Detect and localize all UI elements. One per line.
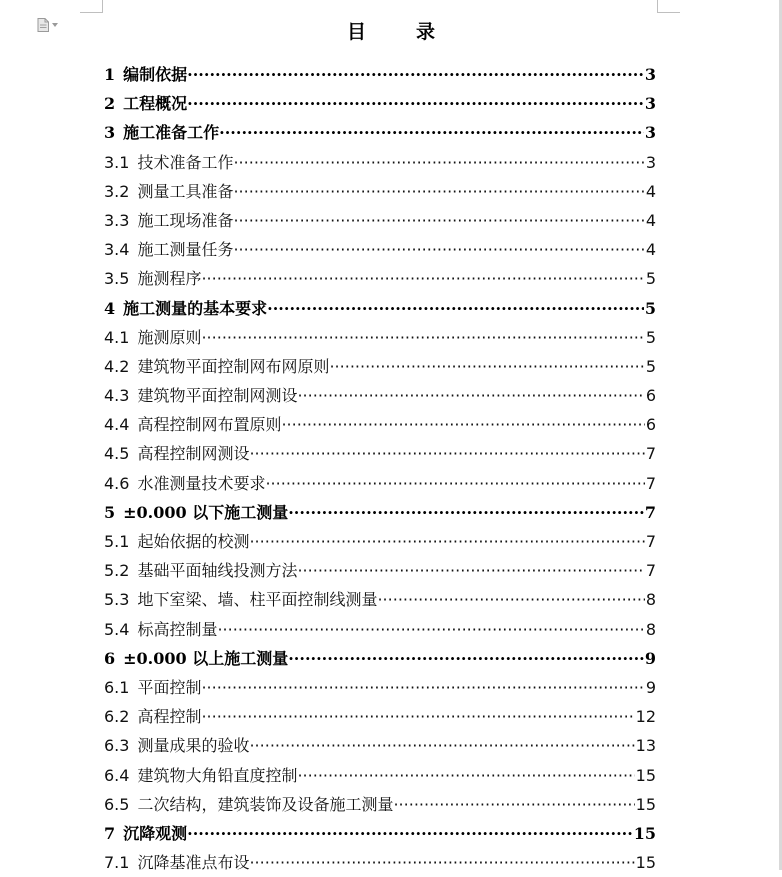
- toc-entry-number: 5.2: [104, 561, 130, 581]
- toc-entry-page-number: 4: [645, 240, 656, 260]
- toc-entry-title: 施工测量任务: [137, 240, 234, 260]
- toc-entry[interactable]: [104, 60, 656, 89]
- toc-entry[interactable]: [104, 644, 656, 673]
- toc-dot-leader: [281, 410, 644, 439]
- toc-entry-number: 3.2: [104, 181, 130, 201]
- toc-entry[interactable]: [104, 294, 656, 323]
- toc-entry-page-number: 7: [645, 444, 656, 464]
- toc-entry-number: 4.4: [104, 415, 130, 435]
- toc-dot-leader: [187, 60, 644, 89]
- toc-dot-leader: [187, 819, 633, 848]
- toc-entry-title: ±0.000 以上施工测量: [123, 648, 289, 668]
- toc-entry-page-number: 15: [635, 794, 656, 814]
- toc-entry-page-number: 13: [635, 736, 656, 756]
- toc-entry-title: 测量工具准备: [137, 181, 234, 201]
- toc-dot-leader: [201, 673, 644, 702]
- toc-entry-page-number: 3: [644, 123, 656, 143]
- toc-entry[interactable]: [104, 206, 656, 235]
- toc-dot-leader: [219, 118, 644, 147]
- toc-entry[interactable]: [104, 118, 656, 147]
- toc-entry-page-number: 5: [645, 356, 656, 376]
- toc-entry-page-number: 3: [644, 94, 656, 114]
- toc-dot-leader: [201, 702, 634, 731]
- toc-entry-title: ±0.000 以下施工测量: [123, 502, 289, 522]
- toc-entry[interactable]: [104, 615, 656, 644]
- toc-entry[interactable]: [104, 702, 656, 731]
- toc-dot-leader: [393, 790, 634, 819]
- toc-dot-leader: [187, 89, 644, 118]
- toc-dot-leader: [265, 469, 644, 498]
- toc-entry-page-number: 3: [645, 152, 656, 172]
- toc-entry-title: 水准测量技术要求: [137, 473, 266, 493]
- toc-entry-title: 起始依据的校测: [137, 532, 250, 551]
- toc-entry-page-number: 15: [635, 765, 656, 785]
- toc-dot-leader: [233, 206, 644, 235]
- toc-entry-title: 建筑物大角铅直度控制: [137, 765, 298, 785]
- toc-entry-title: 标高控制量: [137, 619, 218, 639]
- toc-entry[interactable]: [104, 89, 656, 118]
- crop-mark-right: [657, 0, 680, 13]
- toc-entry-title: 沉降观测: [123, 823, 188, 843]
- toc-entry-page-number: 12: [635, 707, 656, 727]
- toc-entry-title: 施工准备工作: [123, 123, 220, 143]
- toc-entry-number: 3: [104, 123, 116, 143]
- toc-entry-number: 6.1: [104, 677, 130, 697]
- toc-entry-number: 3.4: [104, 240, 130, 260]
- toc-entry[interactable]: [104, 790, 656, 819]
- toc-entry[interactable]: [104, 439, 656, 468]
- toc-dot-leader: [329, 352, 644, 381]
- toc-entry-title: 编制依据: [123, 65, 188, 84]
- toc-dot-leader: [217, 615, 644, 644]
- toc-entry-number: 6.4: [104, 765, 130, 785]
- toc-dot-leader: [249, 527, 644, 556]
- toc-entry-title: 施测程序: [137, 269, 202, 289]
- toc-entry-page-number: 7: [645, 561, 656, 581]
- toc-entry-title: 建筑物平面控制网布网原则: [137, 356, 330, 376]
- toc-dot-leader: [288, 498, 644, 527]
- toc-entry-number: 4.1: [104, 327, 130, 347]
- toc-entry-title: 施工现场准备: [137, 210, 234, 230]
- toc-title-char-2: 录: [416, 21, 436, 43]
- toc-entry-number: 5.4: [104, 619, 130, 639]
- toc-entry-title: 高程控制网测设: [137, 444, 250, 464]
- toc-entry-page-number: 3: [644, 65, 656, 84]
- toc-entry[interactable]: [104, 585, 656, 614]
- toc-entry[interactable]: [104, 848, 656, 877]
- toc-entry-number: 4.5: [104, 444, 130, 464]
- toc-entry-number: 1: [104, 65, 116, 84]
- toc-entry-page-number: 7: [644, 502, 656, 522]
- toc-entry-title: 施工测量的基本要求: [123, 298, 268, 318]
- toc-entry[interactable]: [104, 469, 656, 498]
- toc-dot-leader: [249, 848, 634, 877]
- toc-entry[interactable]: [104, 410, 656, 439]
- toc-dot-leader: [297, 556, 644, 585]
- toc-dot-leader: [249, 439, 644, 468]
- toc-dot-leader: [233, 148, 644, 177]
- toc-dot-leader: [201, 323, 644, 352]
- toc-entry[interactable]: [104, 761, 656, 790]
- toc-entry-page-number: 7: [645, 473, 656, 493]
- toc-entry-title: 沉降基准点布设: [137, 853, 250, 873]
- toc-entry-title: 工程概况: [123, 94, 188, 114]
- toc-entry[interactable]: [104, 177, 656, 206]
- toc-entry-number: 7.1: [104, 853, 130, 873]
- toc-entry-page-number: 5: [644, 298, 656, 318]
- toc-entry-page-number: 8: [645, 590, 656, 610]
- toc-entry-number: 5.1: [104, 532, 130, 551]
- toc-entry[interactable]: [104, 498, 656, 527]
- toc-entry-page-number: 15: [635, 853, 656, 873]
- toc-entry-page-number: 6: [645, 415, 656, 435]
- toc-entry-number: 3.3: [104, 210, 130, 230]
- toc-dot-leader: [267, 294, 644, 323]
- toc-entry[interactable]: [104, 264, 656, 293]
- toc-entry-title: 技术准备工作: [137, 152, 234, 172]
- toc-entry[interactable]: [104, 323, 656, 352]
- toc-entry[interactable]: [104, 731, 656, 760]
- toc-entry-page-number: 5: [645, 327, 656, 347]
- toc-entry-number: 6.3: [104, 736, 130, 756]
- toc-entry-page-number: 4: [645, 181, 656, 201]
- toc-entry-number: 3.5: [104, 269, 130, 289]
- toc-entry-page-number: 8: [645, 619, 656, 639]
- toc-entry-number: 5: [104, 502, 116, 522]
- toc-entry-number: 4.6: [104, 473, 130, 493]
- toc-entry-page-number: 9: [644, 648, 656, 668]
- toc-dot-leader: [297, 381, 644, 410]
- toc-entry-title: 高程控制网布置原则: [137, 415, 282, 435]
- toc-entry-number: 4.3: [104, 386, 130, 406]
- toc-entry-number: 5.3: [104, 590, 130, 610]
- toc-entry-title: 测量成果的验收: [137, 736, 250, 756]
- toc-entry[interactable]: [104, 819, 656, 848]
- toc-title-char-1: 目: [346, 21, 366, 43]
- toc-entry-title: 平面控制: [137, 677, 202, 697]
- toc-entry-page-number: 4: [645, 210, 656, 230]
- toc-dot-leader: [249, 731, 634, 760]
- toc-entry[interactable]: [104, 148, 656, 177]
- toc-entry[interactable]: [104, 556, 656, 585]
- toc-entry[interactable]: [104, 352, 656, 381]
- toc-entry-page-number: 15: [633, 823, 656, 843]
- toc-entry-number: 4.2: [104, 356, 130, 376]
- toc-title: [0, 17, 782, 44]
- toc-dot-leader: [233, 177, 644, 206]
- toc-entry-number: 6.5: [104, 794, 130, 814]
- toc-entry-page-number: 7: [645, 532, 656, 551]
- toc-entry[interactable]: [104, 527, 656, 556]
- toc-dot-leader: [233, 235, 644, 264]
- toc-entry[interactable]: [104, 235, 656, 264]
- toc-dot-leader: [297, 761, 634, 790]
- toc-entry-page-number: 5: [645, 269, 656, 289]
- toc-entry-title: 建筑物平面控制网测设: [137, 386, 298, 406]
- toc-entry-title: 高程控制: [137, 707, 202, 727]
- crop-mark-left: [80, 0, 103, 13]
- toc-dot-leader: [201, 264, 644, 293]
- toc-entry-page-number: 9: [645, 677, 656, 697]
- toc-entry[interactable]: [104, 381, 656, 410]
- toc-entry-number: 4: [104, 298, 116, 318]
- toc-entry-number: 3.1: [104, 152, 130, 172]
- toc-entry-number: 2: [104, 94, 116, 114]
- toc-entry-title: 施测原则: [137, 327, 202, 347]
- table-of-contents: [104, 60, 656, 877]
- toc-entry-title: 二次结构，建筑装饰及设备施工测量: [137, 794, 394, 814]
- toc-entry-number: 6: [104, 648, 116, 668]
- toc-dot-leader: [288, 644, 644, 673]
- toc-entry-title: 基础平面轴线投测方法: [137, 561, 298, 581]
- toc-entry-title: 地下室梁、墙、柱平面控制线测量: [137, 590, 378, 610]
- toc-dot-leader: [377, 585, 644, 614]
- toc-entry-number: 6.2: [104, 707, 130, 727]
- toc-entry-page-number: 6: [645, 386, 656, 406]
- toc-entry[interactable]: [104, 673, 656, 702]
- toc-entry-number: 7: [104, 823, 116, 843]
